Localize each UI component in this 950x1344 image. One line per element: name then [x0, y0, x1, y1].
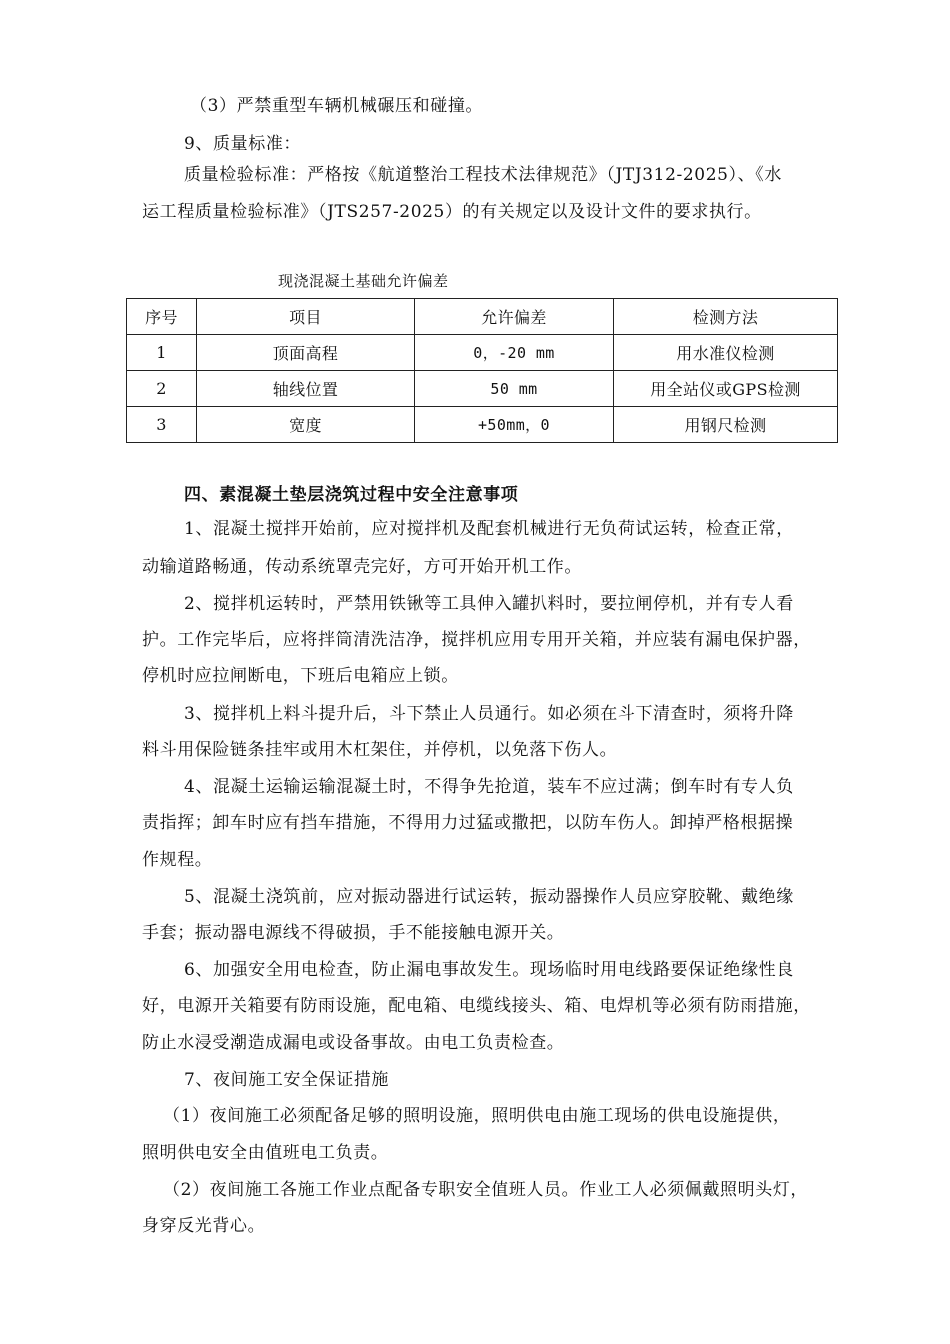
body-line: 好，电源开关箱要有防雨设施，配电箱、电缆线接头、箱、电焊机等必须有防雨措施，	[142, 996, 811, 1016]
tolerance-table	[126, 298, 838, 443]
body-line: （1）夜间施工必须配备足够的照明设施，照明供电由施工现场的供电设施提供，	[163, 1106, 791, 1126]
table-header-row	[127, 299, 838, 335]
body-line: 7、夜间施工安全保证措施	[184, 1070, 390, 1090]
table-cell: 用水准仪检测	[614, 335, 838, 371]
paragraph-line: 9、质量标准：	[184, 134, 302, 154]
paragraph-line: （3）严禁重型车辆机械碾压和碰撞。	[190, 96, 484, 116]
body-line: （2）夜间施工各施工作业点配备专职安全值班人员。作业工人必须佩戴照明头灯，	[163, 1180, 809, 1200]
paragraph-line: 运工程质量检验标准》（JTS257-2025）的有关规定以及设计文件的要求执行。	[142, 202, 762, 222]
body-line: 防止水浸受潮造成漏电或设备事故。由电工负责检查。	[142, 1033, 565, 1053]
table-cell: 0，-20 mm	[415, 335, 614, 371]
body-line: 1、混凝土搅拌开始前，应对搅拌机及配套机械进行无负荷试运转，检查正常，	[184, 519, 794, 539]
body-line: 料斗用保险链条挂牢或用木杠架住，并停机，以免落下伤人。	[142, 740, 618, 760]
table-cell: 1	[127, 335, 197, 371]
body-line: 照明供电安全由值班电工负责。	[142, 1143, 389, 1163]
body-line: 手套；振动器电源线不得破损，手不能接触电源开关。	[142, 923, 565, 943]
body-line: 身穿反光背心。	[142, 1216, 266, 1236]
table-cell: 50 mm	[415, 371, 614, 407]
body-line: 4、混凝土运输运输混凝土时，不得争先抢道，装车不应过满；倒车时有专人负	[184, 777, 794, 797]
table-cell: 轴线位置	[197, 371, 415, 407]
body-line: 3、搅拌机上料斗提升后，斗下禁止人员通行。如必须在斗下清查时，须将升降	[184, 704, 794, 724]
body-line: 2、搅拌机运转时，严禁用铁锹等工具伸入罐扒料时，要拉闸停机，并有专人看	[184, 594, 794, 614]
body-line: 停机时应拉闸断电，下班后电箱应上锁。	[142, 666, 459, 686]
body-line: 5、混凝土浇筑前，应对振动器进行试运转，振动器操作人员应穿胶靴、戴绝缘	[184, 887, 794, 907]
table-cell: 3	[127, 407, 197, 443]
paragraph-line: 质量检验标准：严格按《航道整治工程技术法律规范》（JTJ312-2025）、《水	[184, 165, 782, 185]
table-header-cell: 序号	[127, 299, 197, 335]
table-cell: 宽度	[197, 407, 415, 443]
section-heading: 四、素混凝土垫层浇筑过程中安全注意事项	[184, 485, 519, 505]
table-cell: 2	[127, 371, 197, 407]
body-line: 6、加强安全用电检查，防止漏电事故发生。现场临时用电线路要保证绝缘性良	[184, 960, 794, 980]
body-line: 护。工作完毕后，应将拌筒清洗洁净，搅拌机应用专用开关箱，并应装有漏电保护器，	[142, 630, 811, 650]
table-header-cell: 检测方法	[614, 299, 838, 335]
body-line: 动输道路畅通，传动系统罩壳完好，方可开始开机工作。	[142, 557, 582, 577]
table-cell: +50mm，0	[415, 407, 614, 443]
table-cell: 顶面高程	[197, 335, 415, 371]
body-line: 责指挥；卸车时应有挡车措施，不得用力过猛或撒把，以防车伤人。卸掉严格根据操	[142, 813, 794, 833]
table-cell: 用钢尺检测	[614, 407, 838, 443]
table-caption: 现浇混凝土基础允许偏差	[278, 272, 449, 290]
table-row	[127, 371, 838, 407]
body-line: 作规程。	[142, 850, 213, 870]
table-header-cell: 允许偏差	[415, 299, 614, 335]
table-row	[127, 407, 838, 443]
table-row	[127, 335, 838, 371]
table-header-cell: 项目	[197, 299, 415, 335]
table-cell: 用全站仪或GPS检测	[614, 371, 838, 407]
